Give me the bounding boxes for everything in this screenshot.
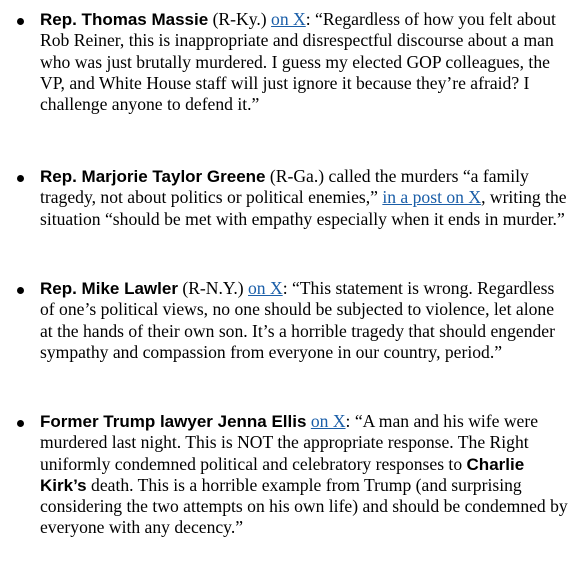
- quote-text: : “This statement is wrong. Regardless of one’s political views, no one should be subjected to violence, let alone at the hands of their own son. It’s a horrible tragedy that should engender sympathy and compassion from everyone in our country, period.”: [40, 278, 555, 362]
- quote-text-end: death. This is a horrible example from Trump (and surprising considering the two attempts on his own life) and should be condemned by everyone with any decency.”: [40, 474, 568, 538]
- affiliation: (R-N.Y.): [177, 278, 248, 298]
- source-link[interactable]: on X: [310, 411, 346, 431]
- bullet-icon: [17, 287, 24, 294]
- speaker-name: Former Trump lawyer Jenna Ellis: [40, 412, 307, 431]
- bullet-icon: [17, 175, 24, 182]
- source-link[interactable]: on X: [271, 9, 306, 29]
- speaker-name: Rep. Mike Lawler: [40, 279, 178, 298]
- item-text: [40, 9, 568, 115]
- quote-text: : “Regardless of how you felt about Rob Reiner, this is inappropriate and disrespectful discourse about a man who was just brutally murdered. I guess my elected GOP colleagues, the VP, and White House staff will just ignore it because they’re afraid? I challenge anyone to defend it.”: [40, 9, 556, 115]
- bullet-icon: [17, 420, 24, 427]
- item-text: [40, 166, 568, 230]
- item-text: [40, 411, 568, 539]
- quote-text: , writing the situation “should be met with empathy especially when it ends in murder.”: [40, 187, 567, 229]
- source-link[interactable]: in a post on X: [382, 187, 482, 208]
- speaker-name: Rep. Thomas Massie: [40, 10, 209, 29]
- item-text: [40, 278, 568, 363]
- bold-name: Charlie Kirk’s: [40, 454, 525, 495]
- source-link[interactable]: on X: [248, 278, 283, 298]
- speaker-name: Rep. Marjorie Taylor Greene: [40, 167, 266, 186]
- affiliation: (R-Ga.) called the murders “a family tragedy, not about politics or political enemies,”: [40, 166, 529, 208]
- bullet-icon: [17, 18, 24, 25]
- quote-text: : “A man and his wife were murdered last night. This is NOT the appropriate response. The Right uniformly condemned political and celebratory responses to: [40, 411, 539, 474]
- affiliation: (R-Ky.): [208, 9, 272, 29]
